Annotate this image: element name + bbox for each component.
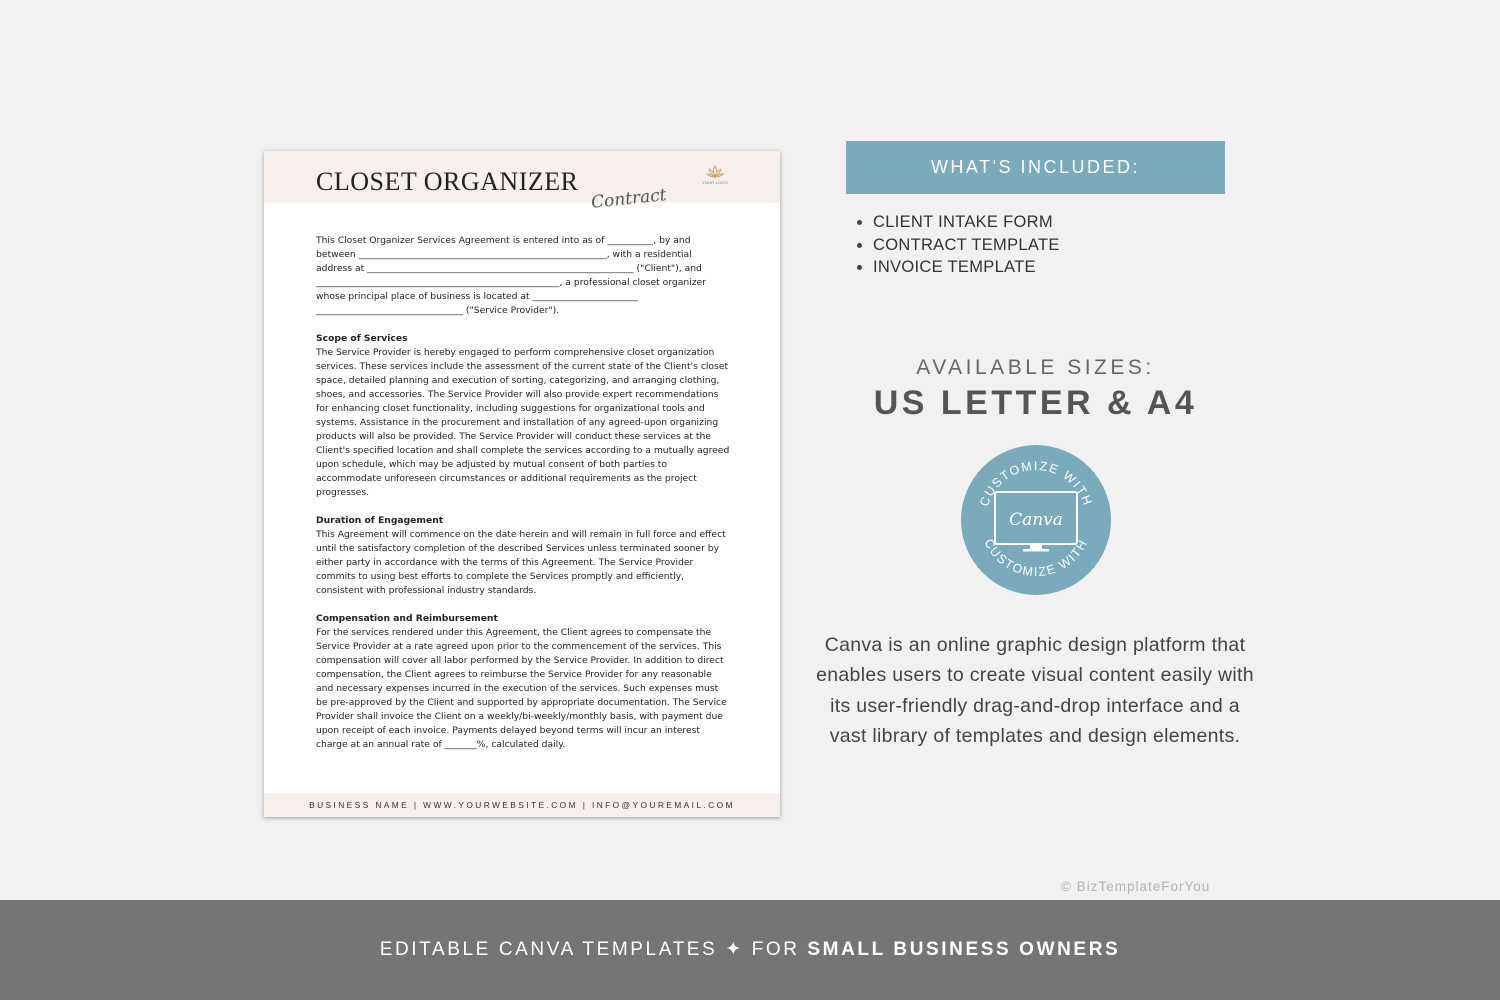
document-body	[316, 234, 730, 752]
canva-description: Canva is an online graphic design platform that enables users to create visual content easily with its user-friendly drag-and-drop interface and a vast library of templates and design elements.	[816, 634, 1254, 748]
included-heading: WHAT'S INCLUDED:	[846, 141, 1225, 194]
badge-bottom-text: CUSTOMIZE WITH	[981, 536, 1091, 580]
copyright: © BizTemplateForYou	[1061, 879, 1211, 894]
document-intro: This Closet Organizer Services Agreement is entered into as of __________, by and between ______________________________________________________, with a residential address at __________________________________________________________ ("Client"), and _____________________________________________________, a professional closet organizer whose principal place of business is located at _______________________ ________________________________ ("Service Provider").	[316, 235, 706, 316]
sizes-value: US LETTER & A4	[873, 384, 1198, 422]
lotus-icon	[706, 165, 724, 179]
banner-prefix: EDITABLE CANVA TEMPLATES ✦ FOR	[379, 939, 808, 960]
bottom-banner	[0, 900, 1500, 1000]
list-item: CLIENT INTAKE FORM	[855, 211, 1060, 234]
document-title: CLOSET ORGANIZER	[316, 167, 579, 196]
list-item: CONTRACT TEMPLATE	[855, 234, 1060, 257]
section-text: For the services rendered under this Agreement, the Client agrees to compensate the Service Provider at a rate agreed upon prior to the commencement of the services. This compensation will cover all labor performed by the Service Provider. In addition to direct compensation, the Client agrees to reimburse the Service Provider for any reasonable and necessary expenses incurred in the execution of the services. Such expenses must be pre-approved by the Client and supported by appropriate documentation. The Service Provider shall invoice the Client on a weekly/bi-weekly/monthly basis, with payment due upon receipt of each invoice. Payments delayed beyond terms will incur an interest charge at an annual rate of _______%, calculated daily.	[316, 627, 727, 750]
section-text: The Service Provider is hereby engaged to perform comprehensive closet organization services. These services include the assessment of the current state of the Client's closet space, detailed planning and execution of sorting, categorizing, and arranging clothing, shoes, and accessories. The Service Provider will also provide expert recommendations for enhancing closet functionality, including suggestions for organizational tools and systems. Assistance in the procurement and installation of any agreed-upon organizing products will also be provided. The Service Provider will conduct these services at the Client's specified location and shall complete the services according to a mutually agreed upon schedule, which may be adjusted by mutual consent of both parties to accommodate unforeseen circumstances or additional requirements as the project progresses.	[316, 347, 730, 498]
section-text: This Agreement will commence on the date herein and will remain in full force and effect until the satisfactory completion of the described Services unless terminated sooner by either party in accordance with the terms of this Agreement. The Service Provider commits to using best efforts to complete the Services promptly and efficiently, consistent with professional industry standards.	[316, 529, 726, 596]
logo-text: YOUR LOGO	[701, 180, 729, 185]
badge-top-text: CUSTOMIZE WITH	[977, 458, 1095, 509]
badge-center-text: Canva	[1009, 510, 1063, 530]
logo	[700, 165, 730, 185]
document-subtitle: Contract	[590, 185, 668, 213]
section-heading: Compensation and Reimbursement	[316, 613, 498, 624]
banner-emphasis: SMALL BUSINESS OWNERS	[807, 939, 1121, 960]
list-item: INVOICE TEMPLATE	[855, 256, 1060, 279]
included-list	[855, 211, 1060, 279]
section-heading: Duration of Engagement	[316, 515, 444, 526]
customize-with-canva-icon	[961, 445, 1111, 595]
canva-badge	[961, 445, 1111, 595]
document-header	[264, 151, 780, 213]
document-footer: BUSINESS NAME | WWW.YOURWEBSITE.COM | INFO@YOUREMAIL.COM	[264, 793, 780, 817]
sizes-label: AVAILABLE SIZES:	[916, 356, 1155, 379]
document-preview	[264, 151, 780, 817]
section-heading: Scope of Services	[316, 333, 408, 344]
